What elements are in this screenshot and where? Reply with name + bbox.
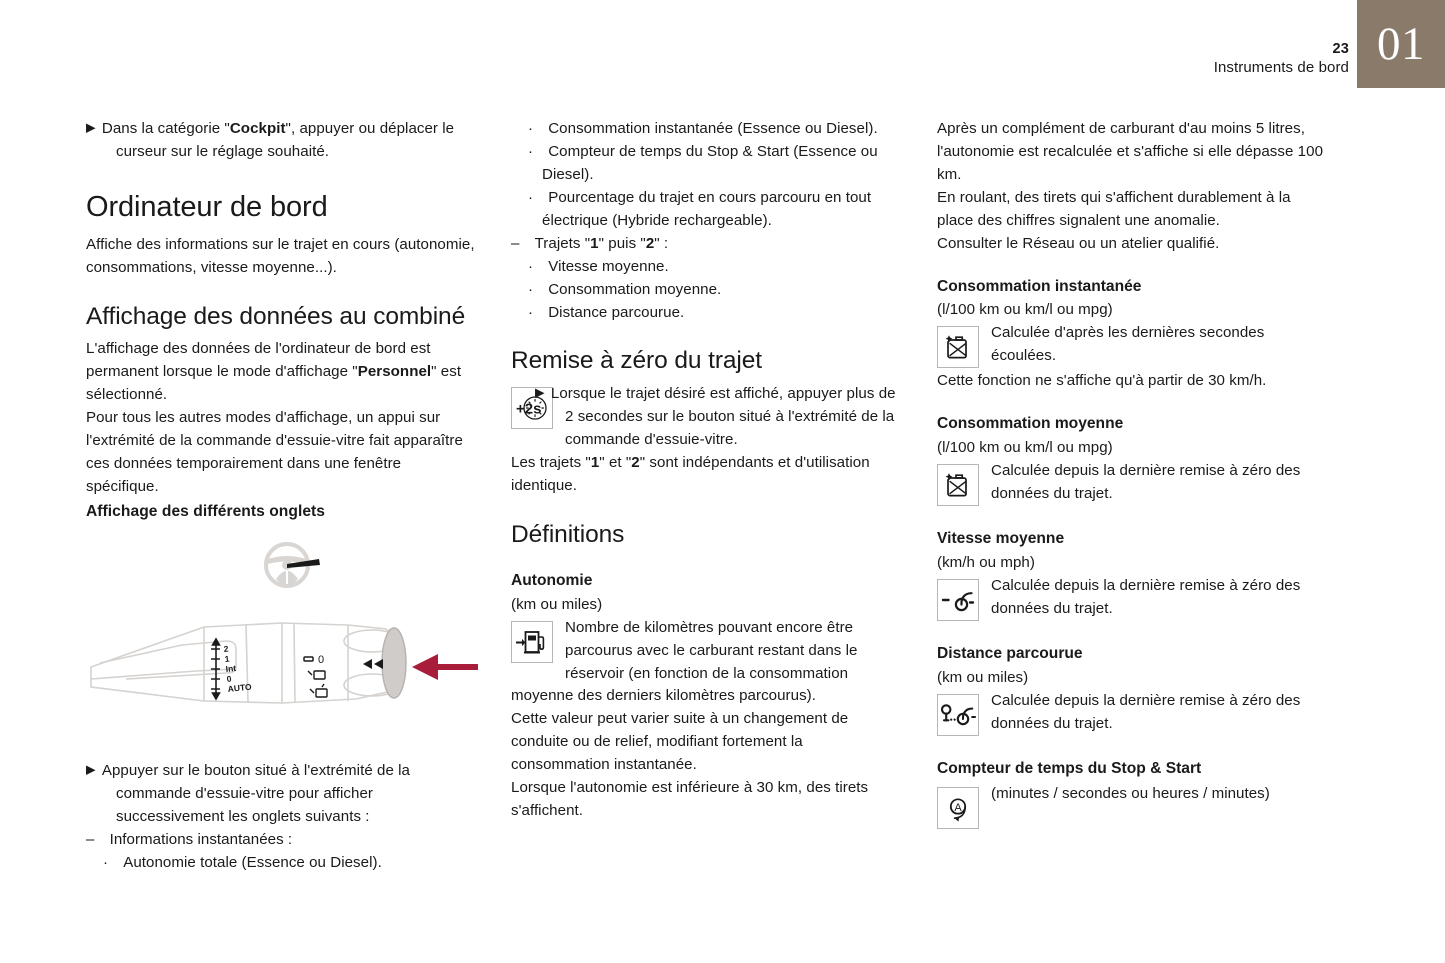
distance-travelled-icon bbox=[937, 694, 979, 736]
distance-icon-text: Calculée depuis la dernière remise à zéro des données du trajet. bbox=[991, 691, 1301, 732]
conso-inst-note: Cette fonction ne s'affiche qu'à partir de 30 km/h. bbox=[937, 372, 1267, 390]
heading-consommation-instantanee: Consommation instantanée bbox=[937, 277, 1142, 295]
list-item: – Informations instantanées : bbox=[86, 830, 293, 848]
affichage-paragraph-2: Pour tous les autres modes d'affichage, un appui sur l'extrémité de la commande d'essuie-vitre fait apparaître ces données temporairement dans une fenêtre spécifique. bbox=[86, 409, 463, 496]
autonomie-paragraph-3: Lorsque l'autonomie est inférieure à 30 km, des tirets s'affichent. bbox=[511, 779, 869, 820]
intro-action-post: ", appuyer ou déplacer le curseur sur le réglage souhaité. bbox=[116, 120, 455, 160]
column-left bbox=[86, 118, 478, 875]
action-arrow-icon: ▶ bbox=[86, 120, 96, 135]
remise-action-text bbox=[511, 383, 903, 452]
action-arrow-icon: ▶ bbox=[535, 385, 545, 400]
jerrycan-instant-icon bbox=[937, 326, 979, 368]
conso-inst-icon-paragraph bbox=[937, 322, 1329, 370]
autonomie-icon-text: Nombre de kilomètres pouvant encore être parcourus avec le carburant restant dans le réservoir (en fonction de la consommation moyenne des derniers kilomètres parcourus). bbox=[511, 618, 858, 705]
chapter-number: 01 bbox=[1377, 17, 1425, 70]
fuel-pump-icon bbox=[511, 621, 553, 663]
action-appuyer-text: Appuyer sur le bouton situé à l'extrémité de la commande d'essuie-vitre pour afficher successivement les onglets suivants : bbox=[101, 761, 410, 825]
stalk-label-auto: AUTO bbox=[227, 681, 253, 694]
heading-affichage-donnees: Affichage des données au combiné bbox=[86, 302, 466, 330]
callout-arrow-icon bbox=[412, 654, 478, 680]
wiper-stalk-diagram bbox=[86, 605, 478, 745]
right-paragraph-3: Consulter le Réseau ou un atelier qualifié. bbox=[937, 234, 1220, 252]
right-paragraph-2: En roulant, des tirets qui s'affichent durablement à la place des chiffres signalent une anomalie. bbox=[937, 188, 1291, 229]
list-item-label: Pourcentage du trajet en cours parcouru en tout électrique (Hybride rechargeable). bbox=[542, 188, 872, 229]
affichage-paragraph-1 bbox=[86, 338, 478, 407]
conso-moy-icon-paragraph bbox=[937, 460, 1329, 508]
heading-distance-parcourue: Distance parcourue bbox=[937, 644, 1083, 662]
conso-inst-icon-text: Calculée d'après les dernières secondes écoulées. bbox=[991, 324, 1265, 365]
distance-icon-paragraph bbox=[937, 690, 1329, 738]
trajets-bold-1: 1 bbox=[590, 234, 599, 252]
autonomie-icon-paragraph bbox=[511, 617, 903, 709]
stopstart-units: (minutes / secondes ou heures / minutes) bbox=[991, 785, 1270, 803]
action-arrow-icon: ▶ bbox=[86, 762, 96, 777]
stalk-label-0: 0 bbox=[226, 673, 232, 684]
list-item-label: Consommation moyenne. bbox=[548, 280, 722, 298]
wiper-stalk-illustration bbox=[86, 537, 478, 752]
vitesse-icon-text: Calculée depuis la dernière remise à zéro des données du trajet. bbox=[991, 576, 1301, 617]
autonomie-paragraph-2: Cette valeur peut varier suite à un changement de conduite ou de relief, modifiant fortement la consommation instantanée. bbox=[511, 710, 849, 774]
autonomie-units: (km ou miles) bbox=[511, 595, 603, 613]
list-item: · Vitesse moyenne. bbox=[528, 257, 669, 275]
heading-consommation-moyenne: Consommation moyenne bbox=[937, 415, 1124, 433]
header-text-block bbox=[1214, 40, 1349, 78]
intro-action-bold: Cockpit bbox=[229, 120, 286, 137]
remise-p2-bold-2: 2 bbox=[631, 454, 640, 472]
affichage-p1-pre: L'affichage des données de l'ordinateur de bord est permanent lorsque le mode d'affichage " bbox=[86, 340, 431, 381]
remise-action-label: Lorsque le trajet désiré est affiché, appuyer plus de 2 secondes sur le bouton situé à l'extrémité de la commande d'essuie-vitre. bbox=[550, 385, 896, 449]
conso-moy-icon-text: Calculée depuis la dernière remise à zéro des données du trajet. bbox=[991, 462, 1301, 503]
column-middle bbox=[511, 118, 903, 823]
heading-remise-a-zero: Remise à zéro du trajet bbox=[511, 347, 762, 375]
intro-action-paragraph bbox=[86, 118, 478, 164]
list-item: · Autonomie totale (Essence ou Diesel). bbox=[103, 853, 382, 871]
remise-p2-bold-1: 1 bbox=[590, 454, 600, 472]
conso-inst-units: (l/100 km ou km/l ou mpg) bbox=[937, 301, 1113, 319]
subheading-onglets: Affichage des différents onglets bbox=[86, 502, 326, 520]
trajets-pre: Trajets " bbox=[534, 234, 591, 252]
stalk-label-2: 2 bbox=[223, 643, 229, 654]
affichage-p1-bold: Personnel bbox=[357, 363, 432, 381]
list-item-label: Vitesse moyenne. bbox=[548, 257, 669, 275]
ordinateur-body: Affiche des informations sur le trajet en cours (autonomie, consommations, vitesse moyenne...). bbox=[86, 235, 475, 276]
section-title: Instruments de bord bbox=[1213, 59, 1349, 77]
heading-vitesse-moyenne: Vitesse moyenne bbox=[937, 530, 1065, 548]
list-item: · Pourcentage du trajet en cours parcouru en tout électrique (Hybride rechargeable). bbox=[528, 188, 872, 229]
steering-wheel-icon bbox=[256, 537, 326, 599]
intro-action-pre: Dans la catégorie " bbox=[101, 120, 230, 137]
remise-p2-mid: " et " bbox=[599, 454, 632, 472]
list-item: · Consommation instantanée (Essence ou Diesel). bbox=[528, 120, 878, 137]
stalk-label-rear-0: 0 bbox=[318, 653, 325, 666]
remise-p2-post: " sont indépendants et d'utilisation identique. bbox=[511, 454, 870, 495]
column-right bbox=[937, 118, 1329, 831]
action-appuyer-paragraph bbox=[86, 760, 478, 829]
stop-start-icon bbox=[937, 787, 979, 829]
vitesse-icon-paragraph bbox=[937, 575, 1329, 623]
stop-start-letter: A bbox=[954, 802, 962, 815]
affichage-p1-post: " est sélectionné. bbox=[86, 363, 462, 404]
page-header bbox=[0, 0, 1445, 90]
remise-p2-pre: Les trajets " bbox=[511, 454, 591, 472]
list-item-label: Autonomie totale (Essence ou Diesel). bbox=[123, 853, 382, 871]
vitesse-units: (km/h ou mph) bbox=[937, 553, 1035, 571]
chapter-tab bbox=[1357, 0, 1445, 88]
stalk-label-1: 1 bbox=[224, 653, 230, 664]
trajets-bold-2: 2 bbox=[645, 234, 655, 252]
distance-units: (km ou miles) bbox=[937, 668, 1029, 686]
stalk-label-int: Int bbox=[225, 662, 237, 674]
list-item-label: Compteur de temps du Stop & Start (Essence ou Diesel). bbox=[542, 142, 878, 183]
stopstart-icon-paragraph bbox=[937, 783, 1329, 831]
average-speed-icon bbox=[937, 579, 979, 621]
heading-ordinateur-de-bord: Ordinateur de bord bbox=[86, 190, 328, 223]
right-paragraph-1: Après un complément de carburant d'au moins 5 litres, l'autonomie est recalculée et s'affiche si elle dépasse 100 km. bbox=[937, 120, 1324, 183]
conso-moy-units: (l/100 km ou km/l ou mpg) bbox=[937, 439, 1113, 457]
trajets-mid: " puis " bbox=[598, 234, 646, 252]
plus-2s-label: +2s bbox=[516, 400, 542, 418]
list-item-label: Informations instantanées : bbox=[109, 830, 293, 848]
heading-compteur-stop-start: Compteur de temps du Stop & Start bbox=[937, 759, 1202, 777]
list-item-trajets: – Trajets "1" puis "2" : bbox=[511, 234, 669, 252]
heading-definitions: Définitions bbox=[511, 521, 625, 548]
list-item: · Distance parcourue. bbox=[528, 303, 685, 321]
jerrycan-average-icon bbox=[937, 464, 979, 506]
list-item: · Compteur de temps du Stop & Start (Essence ou Diesel). bbox=[528, 142, 878, 183]
trajets-post: " : bbox=[654, 234, 669, 252]
remise-paragraph-2 bbox=[511, 452, 903, 498]
list-item-label: Distance parcourue. bbox=[548, 303, 685, 321]
heading-autonomie: Autonomie bbox=[511, 571, 593, 589]
page-number: 23 bbox=[1332, 41, 1349, 57]
list-item: · Consommation moyenne. bbox=[528, 280, 722, 298]
list-item-label: Consommation instantanée (Essence ou Diesel). bbox=[548, 120, 878, 137]
remise-icon-paragraph bbox=[511, 383, 903, 452]
